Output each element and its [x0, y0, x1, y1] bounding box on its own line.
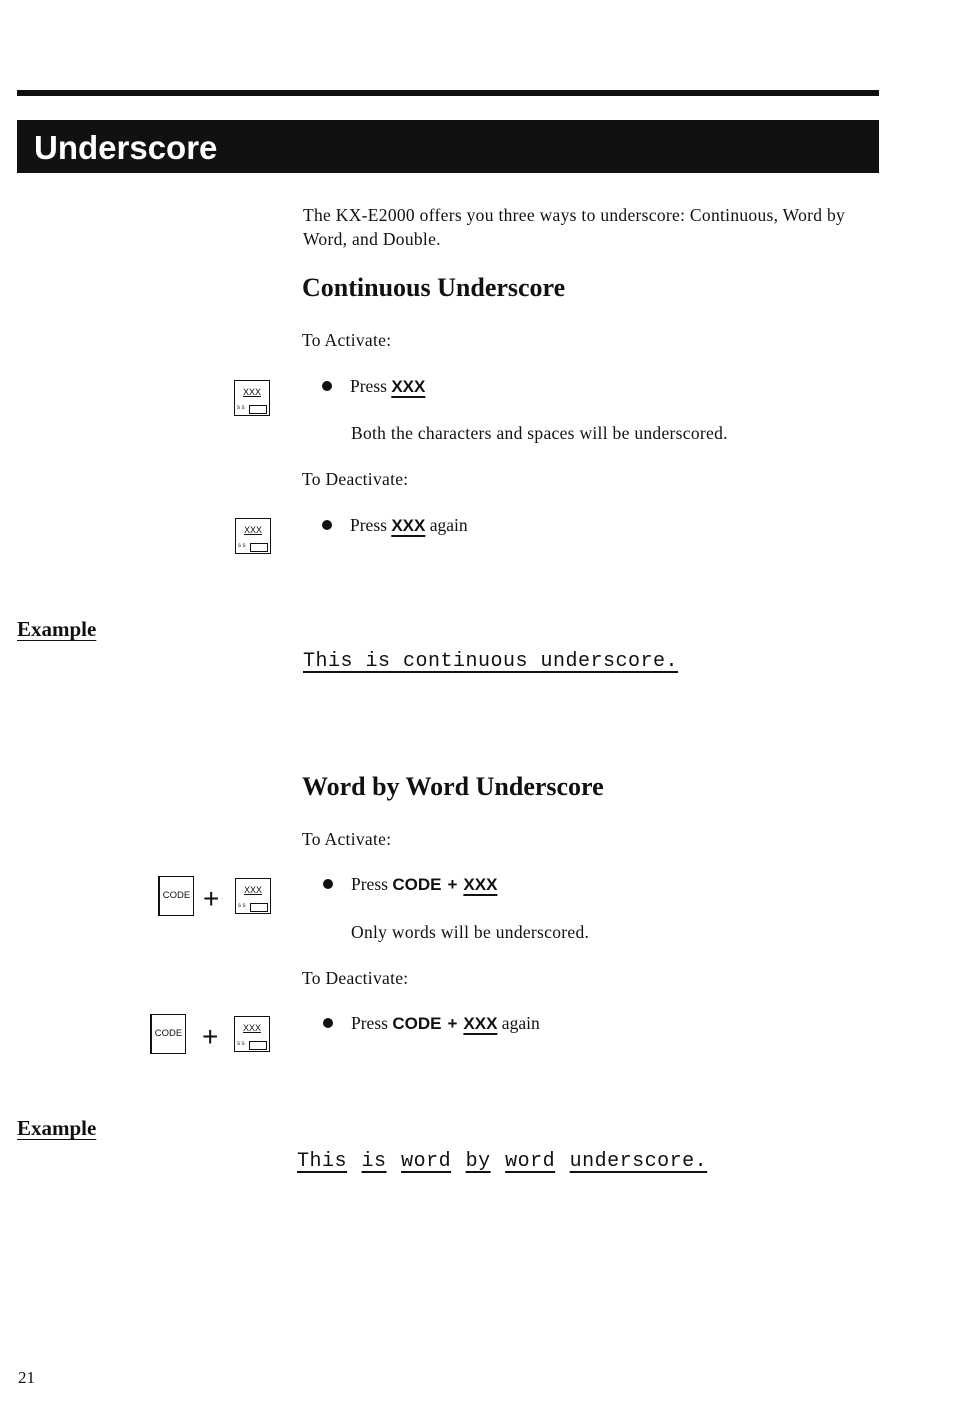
key-code: CODE: [392, 875, 442, 894]
xxx-key-icon: XXX s s: [234, 1016, 270, 1052]
page-title: Underscore: [34, 129, 218, 166]
section-heading-word: Word by Word Underscore: [302, 772, 604, 801]
key-xxx: XXX: [463, 875, 498, 894]
example-label: Example: [17, 1116, 97, 1140]
top-rule: [17, 90, 879, 96]
deactivate-step: Press XXX again: [322, 513, 468, 538]
section-heading-continuous: Continuous Underscore: [302, 273, 566, 302]
xxx-key-icon: XXX s s: [235, 878, 271, 914]
plus-icon: +: [202, 1021, 219, 1052]
example-continuous: This is continuous underscore.: [303, 650, 679, 673]
deactivate-label: To Deactivate:: [302, 469, 409, 489]
xxx-key-icon: XXX s s: [234, 380, 270, 416]
bullet-icon: [322, 520, 332, 530]
xxx-key-icon: XXX s s: [235, 518, 271, 554]
key-xxx: XXX: [391, 516, 426, 535]
plus-icon: +: [203, 883, 220, 914]
bullet-icon: [323, 1018, 333, 1028]
key-code: CODE: [392, 1014, 442, 1033]
example-word: This is word by word underscore.: [297, 1150, 708, 1173]
intro-paragraph: The KX-E2000 offers you three ways to underscore: Continuous, Word by Word, and Double.: [303, 205, 846, 249]
code-key-icon: CODE: [150, 1014, 186, 1054]
activate-step: Press CODE + XXX: [323, 872, 497, 897]
example-label: Example: [17, 617, 97, 641]
deactivate-step: Press CODE + XXX again: [323, 1011, 540, 1036]
bullet-icon: [322, 381, 332, 391]
activate-label: To Activate:: [302, 330, 392, 350]
page-number: 21: [18, 1368, 35, 1387]
activate-step: Press XXX: [322, 374, 425, 399]
activate-note: Both the characters and spaces will be underscored.: [351, 423, 728, 443]
activate-note: Only words will be underscored.: [351, 922, 590, 942]
key-xxx: XXX: [463, 1014, 498, 1033]
bullet-icon: [323, 879, 333, 889]
deactivate-label: To Deactivate:: [302, 968, 409, 988]
code-key-icon: CODE: [158, 876, 194, 916]
activate-label: To Activate:: [302, 829, 392, 849]
key-xxx: XXX: [391, 377, 426, 396]
